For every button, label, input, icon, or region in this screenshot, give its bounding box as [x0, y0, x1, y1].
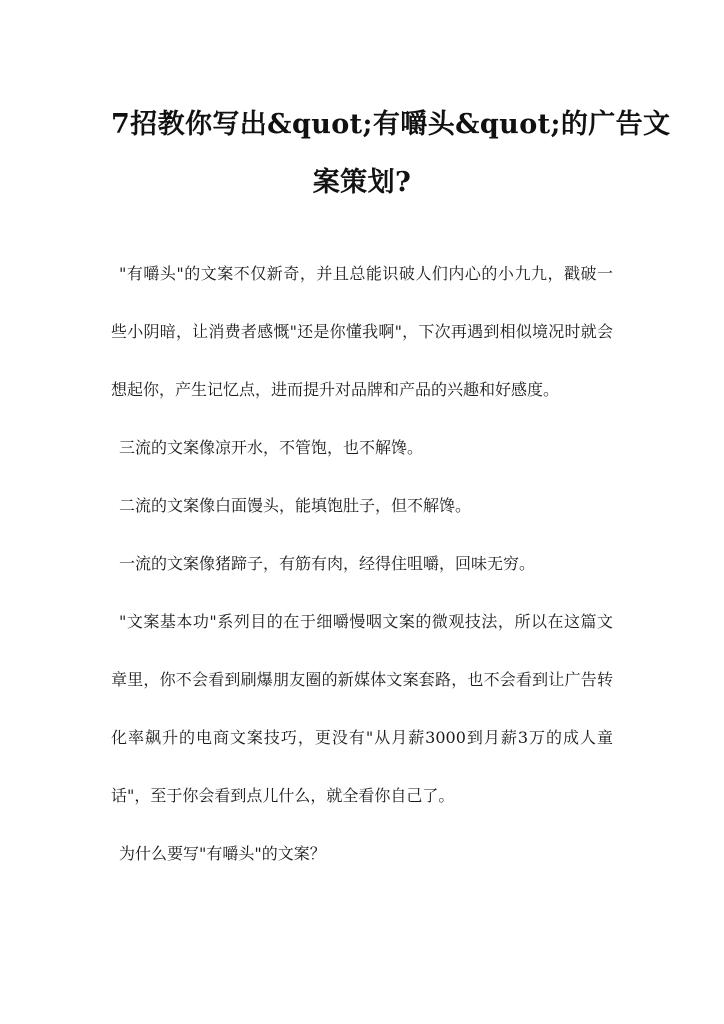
document-body: [111, 245, 613, 883]
paragraph-question: 为什么要写"有嚼头"的文案？: [119, 844, 326, 863]
paragraph-second-rate: 二流的文案像白面馒头，能填饱肚子，但不解馋。: [119, 496, 472, 515]
paragraph-intro: "有嚼头"的文案不仅新奇，并且总能识破人们内心的小九九，戳破一些小阴暗，让消费者感慨"还是你懂我啊"，下次再遇到相似境况时就会想起你，产生记忆点，进而提升对品牌和产品的兴趣和好感度。: [111, 264, 613, 399]
document-title: [111, 0, 671, 212]
paragraph-first-rate: 一流的文案像猪蹄子，有筋有肉，经得住咀嚼，回味无穷。: [119, 554, 536, 573]
paragraph-third-rate: 三流的文案像凉开水，不管饱，也不解馋。: [119, 438, 424, 457]
title-line-2: 案策划?: [312, 167, 412, 198]
paragraph-series-intro: "文案基本功"系列目的在于细嚼慢咽文案的微观技法，所以在这篇文章里，你不会看到刷爆朋友圈的新媒体文案套路，也不会看到让广告转化率飙升的电商文案技巧，更没有"从月薪3000到月薪3万的成人童话"，至于你会看到点儿什么，就全看你自己了。: [111, 612, 613, 805]
title-line-1: 7招教你写出&quot;有嚼头&quot;的广告文: [111, 109, 671, 140]
